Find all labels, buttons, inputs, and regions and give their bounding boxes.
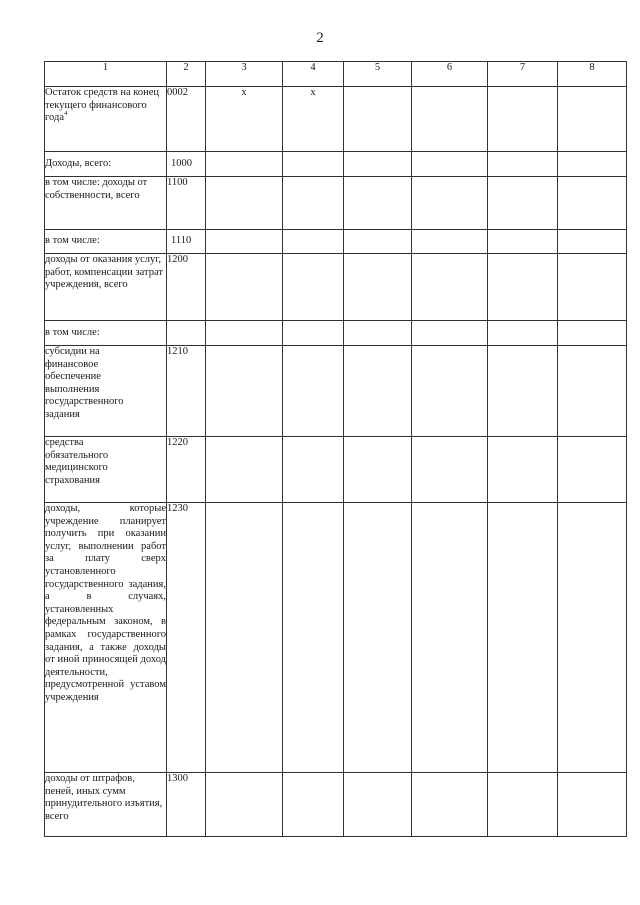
value-cell xyxy=(344,87,412,152)
row-label: доходы от оказания услуг, работ, компенсации затрат учреждения, всего xyxy=(45,254,167,321)
table-row xyxy=(45,254,627,321)
table-row xyxy=(45,503,627,773)
value-cell xyxy=(558,230,627,254)
value-cell xyxy=(283,177,344,230)
value-cell xyxy=(344,503,412,773)
table-row xyxy=(45,177,627,230)
row-code: 1230 xyxy=(167,503,206,773)
row-label: субсидии на финансовое обеспечение выполнения государственного задания xyxy=(45,346,167,437)
value-cell xyxy=(412,321,488,346)
value-cell xyxy=(488,346,558,437)
row-label: доходы от штрафов, пеней, иных сумм принудительного изъятия, всего xyxy=(45,773,167,837)
table-row xyxy=(45,773,627,837)
column-number-7: 7 xyxy=(488,62,558,87)
column-number-row xyxy=(45,62,627,87)
row-code: 1200 xyxy=(167,254,206,321)
value-cell xyxy=(412,177,488,230)
value-cell xyxy=(206,321,283,346)
column-number-2: 2 xyxy=(167,62,206,87)
value-cell xyxy=(206,254,283,321)
column-number-1: 1 xyxy=(45,62,167,87)
value-cell xyxy=(412,437,488,503)
table-row xyxy=(45,437,627,503)
value-cell xyxy=(558,254,627,321)
column-number-5: 5 xyxy=(344,62,412,87)
value-cell xyxy=(344,177,412,230)
value-cell xyxy=(344,230,412,254)
value-cell xyxy=(412,503,488,773)
value-cell xyxy=(283,254,344,321)
value-cell xyxy=(558,152,627,177)
value-cell xyxy=(488,230,558,254)
value-cell xyxy=(206,437,283,503)
value-cell xyxy=(488,321,558,346)
table-row xyxy=(45,321,627,346)
column-number-4: 4 xyxy=(283,62,344,87)
row-label: доходы, которые учреждение планирует получить при оказании услуг, выполнении работ за плату сверх установленного государственного задания, а в случаях, установленных федеральным законом, в рамках государственного задания, а также доходы от иной приносящей доход деятельности, предусмотренной уставом учреждения xyxy=(45,503,167,773)
row-code: 1220 xyxy=(167,437,206,503)
financial-plan-table xyxy=(44,61,627,837)
table-row xyxy=(45,152,627,177)
row-code: 1110 xyxy=(167,230,206,254)
value-cell xyxy=(488,503,558,773)
value-cell xyxy=(488,87,558,152)
column-number-3: 3 xyxy=(206,62,283,87)
value-cell xyxy=(344,437,412,503)
value-cell xyxy=(558,346,627,437)
value-cell: x xyxy=(206,87,283,152)
value-cell xyxy=(344,773,412,837)
value-cell xyxy=(412,230,488,254)
row-code: 0002 xyxy=(167,87,206,152)
row-label: в том числе: доходы от собственности, всего xyxy=(45,177,167,230)
column-number-8: 8 xyxy=(558,62,627,87)
value-cell: x xyxy=(283,87,344,152)
value-cell xyxy=(344,346,412,437)
table-row xyxy=(45,87,627,152)
footnote-mark: 4 xyxy=(64,110,68,118)
row-label: Доходы, всего: xyxy=(45,152,167,177)
value-cell xyxy=(206,177,283,230)
value-cell xyxy=(488,152,558,177)
row-code: 1000 xyxy=(167,152,206,177)
value-cell xyxy=(283,230,344,254)
row-label: в том числе: xyxy=(45,230,167,254)
value-cell xyxy=(488,773,558,837)
value-cell xyxy=(206,152,283,177)
value-cell xyxy=(283,437,344,503)
value-cell xyxy=(558,177,627,230)
value-cell xyxy=(283,503,344,773)
value-cell xyxy=(558,87,627,152)
value-cell xyxy=(558,437,627,503)
row-code xyxy=(167,321,206,346)
row-label: в том числе: xyxy=(45,321,167,346)
value-cell xyxy=(412,346,488,437)
table-row xyxy=(45,230,627,254)
value-cell xyxy=(283,773,344,837)
value-cell xyxy=(206,503,283,773)
table-row xyxy=(45,346,627,437)
value-cell xyxy=(488,177,558,230)
value-cell xyxy=(206,230,283,254)
row-label: средства обязательного медицинского страхования xyxy=(45,437,167,503)
value-cell xyxy=(558,773,627,837)
value-cell xyxy=(283,321,344,346)
value-cell xyxy=(344,321,412,346)
value-cell xyxy=(412,254,488,321)
value-cell xyxy=(488,254,558,321)
value-cell xyxy=(412,152,488,177)
value-cell xyxy=(412,773,488,837)
value-cell xyxy=(206,346,283,437)
row-code: 1300 xyxy=(167,773,206,837)
page-number: 2 xyxy=(316,30,324,46)
row-label: Остаток средств на конец текущего финансового года$^4$ xyxy=(45,87,167,152)
value-cell xyxy=(344,152,412,177)
row-code: 1100 xyxy=(167,177,206,230)
value-cell xyxy=(283,152,344,177)
value-cell xyxy=(488,437,558,503)
value-cell xyxy=(558,321,627,346)
row-code: 1210 xyxy=(167,346,206,437)
value-cell xyxy=(283,346,344,437)
value-cell xyxy=(206,773,283,837)
value-cell xyxy=(344,254,412,321)
column-number-6: 6 xyxy=(412,62,488,87)
value-cell xyxy=(558,503,627,773)
value-cell xyxy=(412,87,488,152)
